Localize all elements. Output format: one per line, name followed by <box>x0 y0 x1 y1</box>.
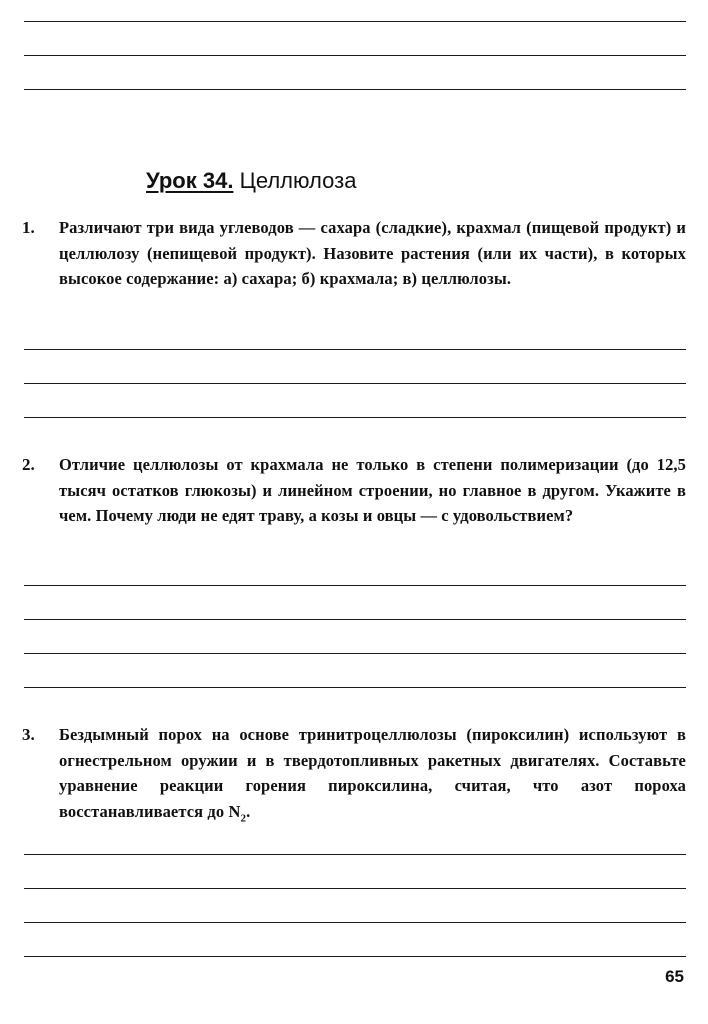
task-3 <box>22 722 686 831</box>
task-1 <box>22 215 686 292</box>
answer-line <box>24 89 686 90</box>
answer-line <box>24 956 686 957</box>
task-text <box>59 722 686 831</box>
lesson-title <box>146 166 356 196</box>
task-text-main: Бездымный порох на основе тринитроцеллюлозы (пироксилин) используют в огнестрельном оружии и в твердотопливных ракетных двигателях. Составьте уравнение реакции горения пироксилина, считая, что азот пороха восстанавливается до N <box>59 725 686 821</box>
answer-line <box>24 922 686 923</box>
task-text: Отличие целлюлозы от крахмала не только в степени полимеризации (до 12,5 тысяч остатков глюкозы) и линейном строении, но главное в другом. Укажите в чем. Почему люди не едят траву, а козы и овцы — с удовольствием? <box>59 455 686 525</box>
answer-line <box>24 619 686 620</box>
task-number: 1. <box>22 218 35 237</box>
answer-line <box>24 854 686 855</box>
lesson-label: Урок 34. <box>146 168 234 193</box>
task-number: 3. <box>22 725 35 744</box>
answer-line <box>24 349 686 350</box>
task-2 <box>22 452 686 529</box>
answer-line <box>24 585 686 586</box>
task-text: Различают три вида углеводов — сахара (сладкие), крахмал (пищевой продукт) и целлюлозу (непищевой продукт). Назовите растения (или их части), в которых высокое содержание: а) сахара; б) крахмала; в) целлюлозы. <box>59 218 686 288</box>
task-text-end: . <box>246 801 251 821</box>
answer-line <box>24 687 686 688</box>
answer-line <box>24 888 686 889</box>
answer-line <box>24 55 686 56</box>
answer-line <box>24 383 686 384</box>
lesson-topic: Целлюлоза <box>239 168 357 193</box>
task-number: 2. <box>22 455 35 474</box>
answer-line <box>24 653 686 654</box>
answer-line <box>24 417 686 418</box>
page-number: 65 <box>665 967 684 986</box>
subscript: 2 <box>240 811 247 824</box>
answer-line <box>24 21 686 22</box>
